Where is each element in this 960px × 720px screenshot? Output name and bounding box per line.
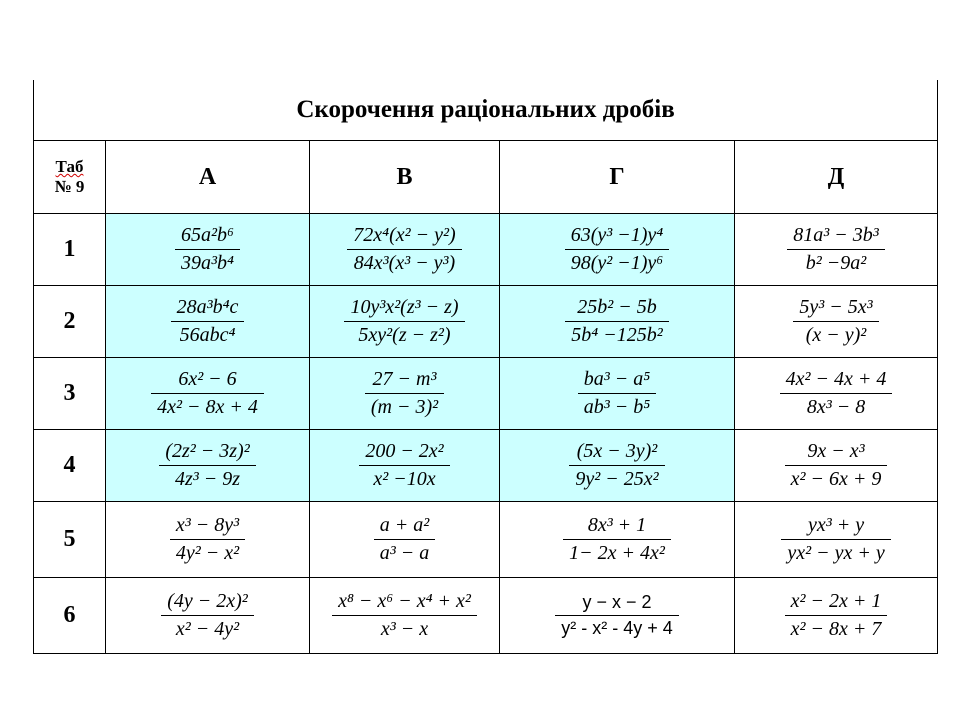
fraction	[161, 590, 254, 641]
row-number: 3	[34, 358, 106, 430]
fraction	[565, 224, 670, 275]
fraction	[365, 368, 444, 419]
cell-a	[106, 358, 310, 430]
fraction	[159, 440, 255, 491]
tab-number-header	[34, 141, 106, 214]
numerator: ba³ − a⁵	[578, 368, 656, 394]
numerator: (4y − 2x)²	[161, 590, 254, 616]
numerator: (2z² − 3z)²	[159, 440, 255, 466]
table-row	[34, 214, 938, 286]
denominator: 5xy²(z − z²)	[358, 324, 451, 346]
column-header-a: А	[106, 141, 310, 214]
fraction	[793, 296, 878, 347]
cell-b	[310, 214, 500, 286]
fraction	[780, 368, 893, 419]
fraction	[578, 368, 656, 419]
numerator: 25b² − 5b	[565, 296, 668, 322]
fraction	[347, 224, 461, 275]
denominator: 4z³ − 9z	[174, 468, 241, 490]
fraction	[175, 224, 240, 275]
cell-d	[735, 358, 938, 430]
column-header-d: Д	[735, 141, 938, 214]
denominator: yx² − yx + y	[787, 542, 885, 564]
fraction	[151, 368, 264, 419]
numerator: 28a³b⁴c	[171, 296, 245, 322]
numerator: 10y³x²(z³ − z)	[344, 296, 464, 322]
cell-a	[106, 286, 310, 358]
denominator: 56abc⁴	[179, 324, 236, 346]
fraction	[170, 514, 245, 565]
fraction	[555, 592, 679, 638]
numerator: x⁸ − x⁶ − x⁴ + x²	[332, 590, 477, 616]
table-row	[34, 430, 938, 502]
cell-b	[310, 502, 500, 578]
cell-a	[106, 430, 310, 502]
row-number: 5	[34, 502, 106, 578]
numerator: x³ − 8y³	[170, 514, 245, 540]
cell-d	[735, 214, 938, 286]
denominator: a³ − a	[379, 542, 430, 564]
cell-g	[500, 358, 735, 430]
numerator: x² − 2x + 1	[785, 590, 888, 616]
fraction	[569, 440, 664, 491]
row-number: 6	[34, 578, 106, 654]
denominator: 84x³(x³ − y³)	[353, 252, 456, 274]
denominator: x² − 6x + 9	[790, 468, 882, 490]
numerator: 65a²b⁶	[175, 224, 240, 250]
fraction	[781, 514, 890, 565]
numerator: 63(y³ −1)y⁴	[565, 224, 670, 250]
denominator: 4x² − 8x + 4	[157, 396, 258, 418]
table-row	[34, 286, 938, 358]
cell-g	[500, 578, 735, 654]
worksheet	[33, 80, 937, 654]
tab-number: № 9	[54, 177, 85, 196]
denominator: x³ − x	[380, 618, 429, 640]
numerator: 200 − 2x²	[359, 440, 449, 466]
denominator: 39a³b⁴	[181, 252, 234, 274]
cell-b	[310, 578, 500, 654]
numerator: 72x⁴(x² − y²)	[347, 224, 461, 250]
denominator: 4y² − x²	[175, 542, 240, 564]
fraction	[787, 224, 885, 275]
numerator: a + a²	[374, 514, 436, 540]
header-row	[34, 141, 938, 214]
cell-g	[500, 214, 735, 286]
denominator: (x − y)²	[805, 324, 867, 346]
cell-b	[310, 358, 500, 430]
fraction	[563, 514, 671, 565]
numerator: 5y³ − 5x³	[793, 296, 878, 322]
cell-a	[106, 214, 310, 286]
numerator: 27 − m³	[365, 368, 444, 394]
fraction	[565, 296, 668, 347]
numerator: 81a³ − 3b³	[787, 224, 885, 250]
fraction	[359, 440, 449, 491]
denominator: x² −10x	[373, 468, 436, 490]
cell-d	[735, 502, 938, 578]
cell-d	[735, 430, 938, 502]
numerator: yx³ + y	[781, 514, 890, 540]
cell-a	[106, 502, 310, 578]
cell-b	[310, 286, 500, 358]
denominator: (m − 3)²	[370, 396, 439, 418]
table-row	[34, 358, 938, 430]
numerator: (5x − 3y)²	[569, 440, 664, 466]
table-row	[34, 502, 938, 578]
numerator: 4x² − 4x + 4	[780, 368, 893, 394]
title-row	[34, 80, 938, 141]
cell-d	[735, 578, 938, 654]
cell-d	[735, 286, 938, 358]
denominator: x² − 8x + 7	[790, 618, 882, 640]
title-text: Скорочення раціональних дробів	[296, 96, 675, 123]
table-row	[34, 578, 938, 654]
fraction	[785, 440, 888, 491]
fractions-table	[33, 80, 938, 654]
denominator: 5b⁴ −125b²	[571, 324, 663, 346]
column-header-g: Г	[500, 141, 735, 214]
numerator: 6x² − 6	[151, 368, 264, 394]
denominator: x² − 4y²	[175, 618, 240, 640]
fraction	[344, 296, 464, 347]
numerator: y − x − 2	[555, 592, 679, 616]
fraction	[332, 590, 477, 641]
denominator: b² −9a²	[805, 252, 867, 274]
denominator: y² - x² - 4y + 4	[561, 618, 673, 638]
cell-a	[106, 578, 310, 654]
denominator: 9y² − 25x²	[575, 468, 659, 490]
row-number: 2	[34, 286, 106, 358]
numerator: 9x − x³	[785, 440, 888, 466]
table-title	[34, 80, 938, 141]
row-number: 4	[34, 430, 106, 502]
row-number: 1	[34, 214, 106, 286]
column-header-b: В	[310, 141, 500, 214]
denominator: 98(y² −1)y⁶	[570, 252, 664, 274]
fraction	[374, 514, 436, 565]
cell-g	[500, 286, 735, 358]
cell-b	[310, 430, 500, 502]
tab-label: Таб	[55, 157, 84, 176]
fraction	[171, 296, 245, 347]
numerator: 8x³ + 1	[563, 514, 671, 540]
denominator: 1− 2x + 4x²	[569, 542, 665, 564]
cell-g	[500, 502, 735, 578]
denominator: ab³ − b⁵	[583, 396, 651, 418]
cell-g	[500, 430, 735, 502]
fraction	[785, 590, 888, 641]
denominator: 8x³ − 8	[806, 396, 866, 418]
